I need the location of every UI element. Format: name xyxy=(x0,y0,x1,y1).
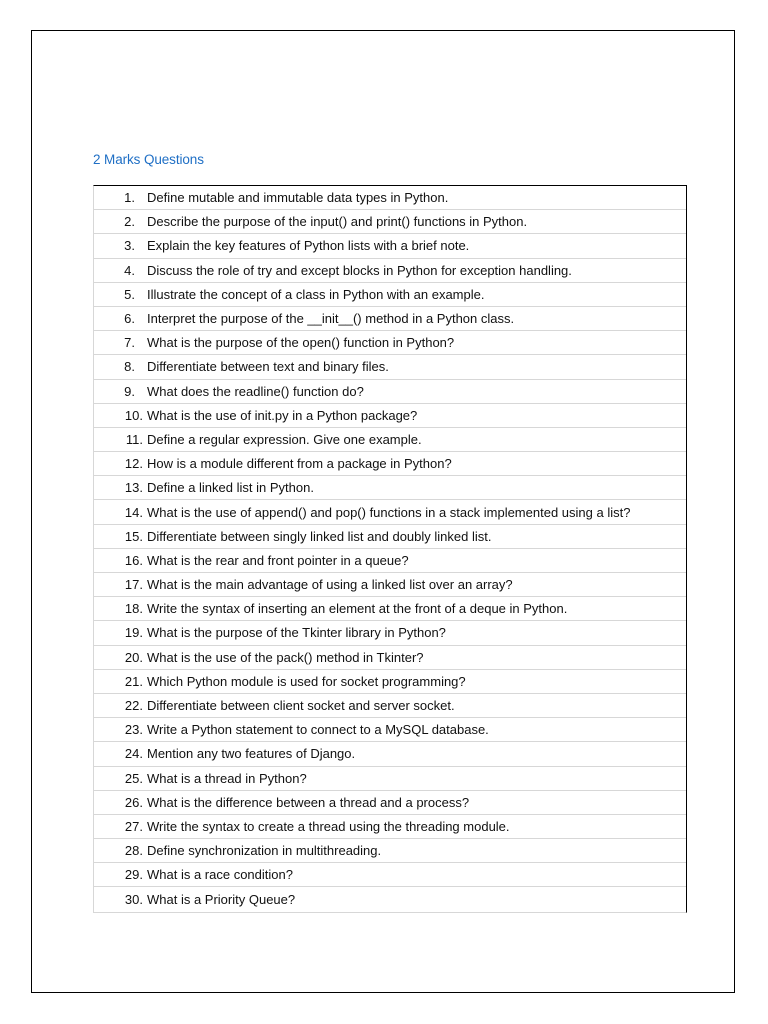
question-row xyxy=(94,307,686,331)
question-row xyxy=(94,646,686,670)
question-number: 13. xyxy=(124,480,143,496)
question-row xyxy=(94,210,686,234)
question-row xyxy=(94,525,686,549)
question-text: What is the difference between a thread and a process? xyxy=(147,794,470,810)
question-number: 1. xyxy=(124,190,135,206)
question-text: Which Python module is used for socket programming? xyxy=(147,673,466,689)
question-row xyxy=(94,791,686,815)
question-text: Explain the key features of Python lists with a brief note. xyxy=(147,238,470,254)
question-number: 12. xyxy=(124,456,143,472)
question-row xyxy=(94,767,686,791)
question-number: 23. xyxy=(124,722,143,738)
question-number: 21. xyxy=(124,673,143,689)
question-number: 17. xyxy=(124,577,143,593)
question-number: 7. xyxy=(124,335,135,351)
question-text: What is the purpose of the Tkinter library in Python? xyxy=(147,625,446,641)
question-number: 20. xyxy=(124,649,143,665)
question-row xyxy=(94,549,686,573)
question-row xyxy=(94,597,686,621)
question-row xyxy=(94,283,686,307)
question-text: Write the syntax of inserting an element at the front of a deque in Python. xyxy=(147,601,568,617)
question-text: What is the use of init.py in a Python package? xyxy=(147,407,418,423)
question-row xyxy=(94,670,686,694)
question-text: Describe the purpose of the input() and print() functions in Python. xyxy=(147,214,528,230)
question-text: How is a module different from a package in Python? xyxy=(147,456,452,472)
question-row xyxy=(94,355,686,379)
question-text: Define a linked list in Python. xyxy=(147,480,314,496)
question-number: 27. xyxy=(124,818,143,834)
question-number: 16. xyxy=(124,552,143,568)
question-number: 5. xyxy=(124,286,135,302)
question-text: Define synchronization in multithreading. xyxy=(147,843,382,859)
question-number: 18. xyxy=(124,601,143,617)
question-text: Write the syntax to create a thread using the threading module. xyxy=(147,818,510,834)
question-row xyxy=(94,863,686,887)
question-text: What is the purpose of the open() function in Python? xyxy=(147,335,455,351)
question-number: 25. xyxy=(124,770,143,786)
question-row xyxy=(94,331,686,355)
question-text: What is a Priority Queue? xyxy=(147,892,296,908)
question-number: 3. xyxy=(124,238,135,254)
question-number: 10. xyxy=(124,407,143,423)
question-text: Discuss the role of try and except blocks in Python for exception handling. xyxy=(147,262,572,278)
question-text: What is the use of append() and pop() functions in a stack implemented using a list? xyxy=(147,504,631,520)
question-row xyxy=(94,476,686,500)
question-text: Define a regular expression. Give one example. xyxy=(147,431,422,447)
question-text: Differentiate between singly linked list and doubly linked list. xyxy=(147,528,492,544)
question-number: 30. xyxy=(124,892,143,908)
question-number: 19. xyxy=(124,625,143,641)
question-row xyxy=(94,380,686,404)
question-row xyxy=(94,694,686,718)
question-row xyxy=(94,259,686,283)
question-row xyxy=(94,428,686,452)
question-row xyxy=(94,234,686,258)
question-number: 29. xyxy=(124,867,143,883)
question-text: What is the rear and front pointer in a queue? xyxy=(147,552,409,568)
question-text: Define mutable and immutable data types in Python. xyxy=(147,190,449,206)
question-text: Illustrate the concept of a class in Python with an example. xyxy=(147,286,485,302)
question-row xyxy=(94,452,686,476)
question-text: What is a race condition? xyxy=(147,867,293,883)
question-row xyxy=(94,500,686,524)
question-number: 24. xyxy=(124,746,143,762)
question-row xyxy=(94,742,686,766)
question-number: 26. xyxy=(124,794,143,810)
question-text: Mention any two features of Django. xyxy=(147,746,356,762)
question-number: 8. xyxy=(124,359,135,375)
question-row xyxy=(94,404,686,428)
question-row xyxy=(94,839,686,863)
question-number: 6. xyxy=(124,311,135,327)
question-number: 4. xyxy=(124,262,135,278)
question-text: Differentiate between text and binary files. xyxy=(147,359,389,375)
question-number: 15. xyxy=(124,528,143,544)
question-text: Write a Python statement to connect to a MySQL database. xyxy=(147,722,489,738)
question-row xyxy=(94,718,686,742)
question-text: Differentiate between client socket and server socket. xyxy=(147,698,455,714)
question-row xyxy=(94,887,686,911)
question-text: What is the use of the pack() method in Tkinter? xyxy=(147,649,424,665)
question-number: 28. xyxy=(124,843,143,859)
question-number: 9. xyxy=(124,383,135,399)
question-text: What is a thread in Python? xyxy=(147,770,307,786)
question-number: 11. xyxy=(125,431,143,447)
question-number: 14. xyxy=(124,504,143,520)
questions-table xyxy=(93,185,687,913)
question-number: 22. xyxy=(124,698,143,714)
question-row xyxy=(94,815,686,839)
question-text: What does the readline() function do? xyxy=(147,383,364,399)
question-number: 2. xyxy=(124,214,135,230)
question-row xyxy=(94,573,686,597)
question-text: Interpret the purpose of the __init__() method in a Python class. xyxy=(147,311,515,327)
question-text: What is the main advantage of using a linked list over an array? xyxy=(147,577,513,593)
question-row xyxy=(94,621,686,645)
question-row xyxy=(94,186,686,210)
section-heading: 2 Marks Questions xyxy=(93,152,204,167)
